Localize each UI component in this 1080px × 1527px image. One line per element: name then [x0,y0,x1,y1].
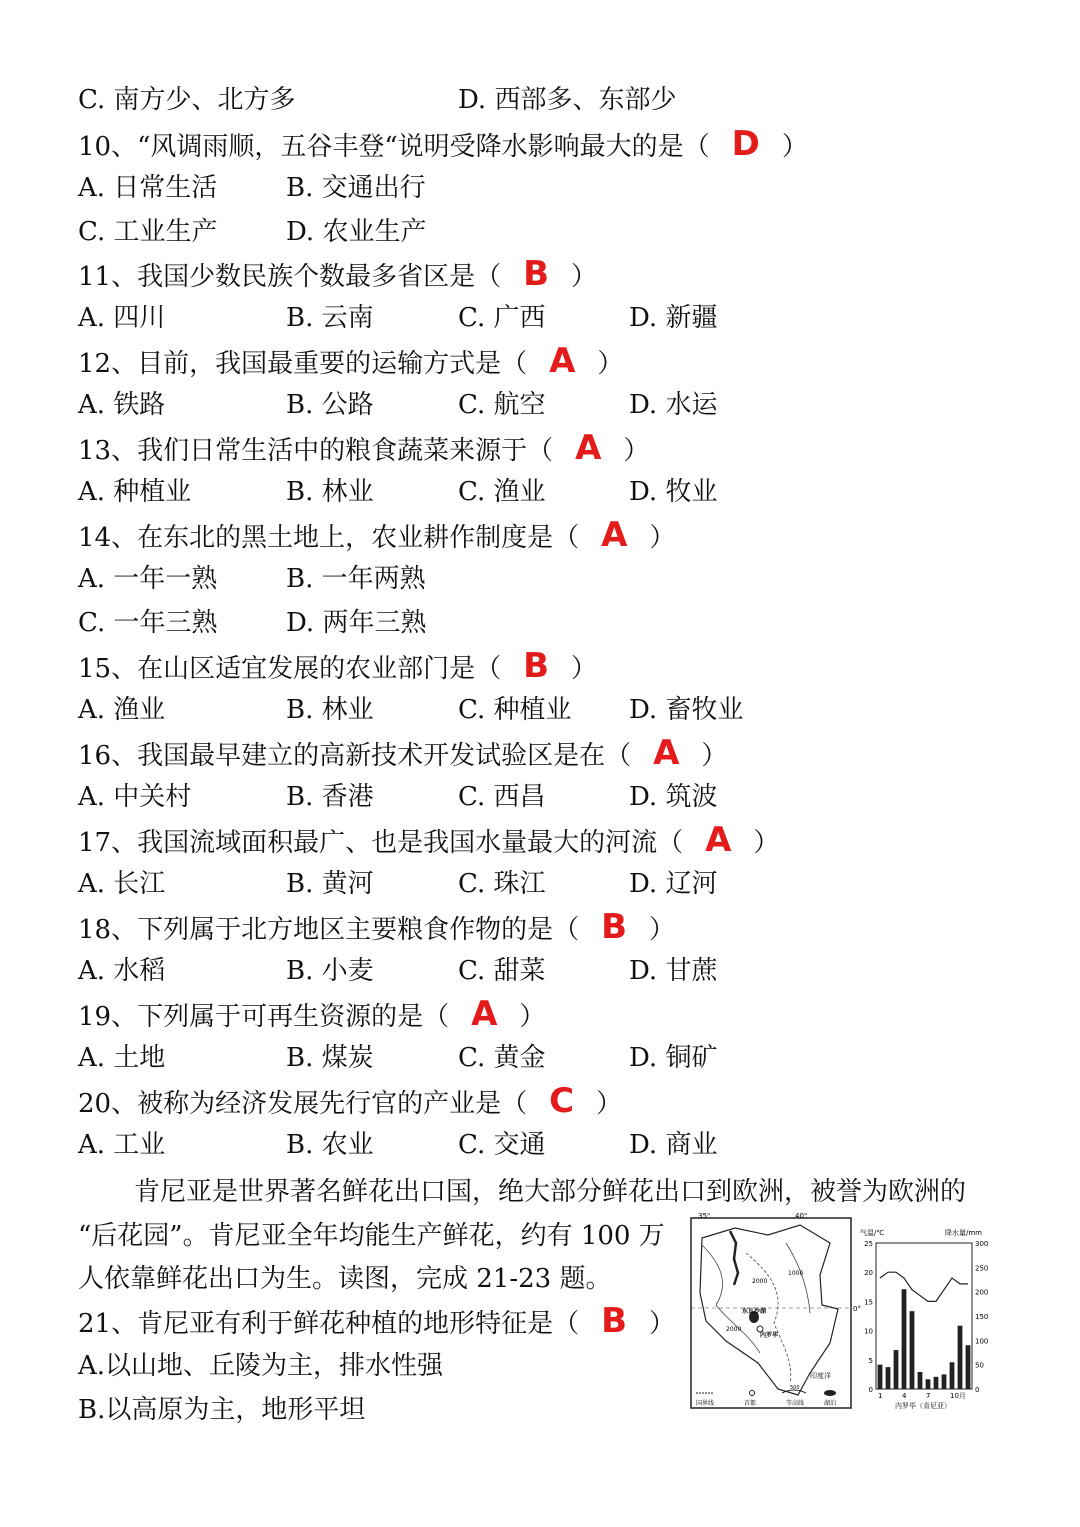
contour-line-east [786,1243,810,1313]
question-21 [78,1301,676,1341]
contour-label-2000-b: 2000 [726,1326,742,1333]
legend-lake-symbol [824,1390,836,1396]
q12-option-c: C. 航空 [458,390,546,420]
q19-option-d: D. 铜矿 [629,1043,718,1073]
contour-label-1000: 1000 [788,1270,804,1277]
precip-tick: 300 [975,1240,989,1248]
q14-option-d: D. 两年三熟 [286,608,427,638]
q14-option-a: A. 一年一熟 [78,564,218,594]
question-stem: 17、我国流域面积最广、也是我国水量最大的河流（ [78,828,684,858]
question-10 [78,124,808,164]
question-stem: 15、在山区适宜发展的农业部门是（ [78,654,502,684]
q16-option-d: D. 筑波 [629,782,718,812]
q19-option-c: C. 黄金 [458,1043,546,1073]
precip-bar-3 [894,1350,899,1389]
q19-option-b: B. 煤炭 [286,1043,374,1073]
question-stem: 10、“风调雨顺，五谷丰登“说明受降水影响最大的是（ [78,132,710,162]
q15-option-d: D. 畜牧业 [629,695,744,725]
question-18 [78,907,676,947]
precip-tick: 250 [975,1264,989,1273]
place-naivasha: 东瓦沙湖 [742,1308,767,1315]
q15-option-c: C. 种植业 [458,695,572,725]
question-stem: 12、目前，我国最重要的运输方式是（ [78,349,528,379]
q12-option-a: A. 铁路 [78,390,166,420]
climate-caption: 内罗毕（肯尼亚） [895,1402,951,1410]
legend-capital-symbol [750,1391,755,1396]
answer-mark: B [523,646,550,686]
precip-tick: 50 [975,1361,984,1370]
precip-bar-6 [918,1372,923,1389]
q13-option-c: C. 渔业 [458,477,546,507]
answer-mark: B [523,254,550,294]
answer-mark: A [575,428,602,468]
question-stem: 16、我国最早建立的高新技术开发试验区是在（ [78,741,632,771]
question-close: ） [623,436,650,466]
option-d-prev: D. 西部多、东部少 [458,85,677,115]
lat-label: 0° [853,1305,861,1313]
question-stem: 14、在东北的黑土地上，农业耕作制度是（ [78,523,580,553]
q10-option-d: D. 农业生产 [286,217,427,247]
q17-option-b: B. 黄河 [286,869,374,899]
question-close: ） [596,1089,623,1119]
precip-bar-9 [942,1374,947,1389]
q10-option-a: A. 日常生活 [78,173,218,203]
month-tick: 10月 [950,1392,966,1400]
question-stem: 13、我们日常生活中的粮食蔬菜来源于（ [78,436,554,466]
legend-contour: 等高线 [786,1400,805,1407]
question-16 [78,733,728,773]
legend-contour-value: 500 [790,1385,800,1391]
month-tick: 7 [926,1392,931,1400]
answer-mark: C [549,1081,575,1121]
month-tick: 4 [902,1392,907,1400]
answer-mark: A [471,994,498,1034]
temp-tick: 25 [864,1240,873,1248]
q11-option-a: A. 四川 [78,303,166,333]
q16-option-b: B. 香港 [286,782,374,812]
question-close: ） [597,349,624,379]
answer-mark: A [549,341,576,381]
legend-border: 国界线 [696,1400,715,1407]
precip-bar-8 [934,1377,939,1389]
q20-option-d: D. 商业 [629,1130,718,1160]
q10-option-c: C. 工业生产 [78,217,218,247]
question-stem: 21、肯尼亚有利于鲜花种植的地形特征是（ [78,1309,580,1339]
precip-bar-7 [926,1379,931,1389]
question-close: ） [571,654,598,684]
q12-option-b: B. 公路 [286,390,374,420]
question-close: ） [649,523,676,553]
legend-capital: 首都 [744,1400,757,1407]
question-19 [78,994,546,1034]
precip-bar-10 [950,1362,955,1389]
q15-option-b: B. 林业 [286,695,374,725]
temp-axis-title: 气温/℃ [860,1229,885,1237]
q14-option-c: C. 一年三熟 [78,608,218,638]
question-close: ） [701,741,728,771]
q17-option-c: C. 珠江 [458,869,546,899]
answer-mark: A [653,733,680,773]
passage-line-1: 肯尼亚是世界著名鲜花出口国，绝大部分鲜花出口到欧洲，被誉为欧洲的 [134,1177,967,1207]
q21-option-a: A.以山地、丘陵为主，排水性强 [78,1351,444,1381]
precip-bar-5 [910,1311,915,1389]
precip-bar-2 [886,1367,891,1389]
q11-option-d: D. 新疆 [629,303,718,333]
passage-line-2: “后花园”。肯尼亚全年均能生产鲜花，约有 100 万 [78,1221,665,1251]
question-close: ） [781,132,808,162]
q17-option-d: D. 辽河 [629,869,718,899]
q14-option-b: B. 一年两熟 [286,564,426,594]
precip-tick: 200 [975,1288,989,1297]
question-stem: 11、我国少数民族个数最多省区是（ [78,262,502,292]
precip-bar-11 [958,1326,963,1389]
q11-option-b: B. 云南 [286,303,374,333]
q13-option-d: D. 牧业 [629,477,718,507]
legend-lake: 湖泊 [824,1400,837,1407]
question-close: ） [649,915,676,945]
temp-tick: 15 [864,1298,873,1307]
question-20 [78,1081,623,1121]
q13-option-a: A. 种植业 [78,477,192,507]
place-indian-ocean: 印度洋 [810,1372,831,1380]
q16-option-a: A. 中关村 [78,782,192,812]
q12-option-d: D. 水运 [629,390,718,420]
plot-frame [876,1243,972,1389]
temp-tick: 5 [868,1356,873,1365]
q18-option-b: B. 小麦 [286,956,374,986]
question-close: ） [649,1309,676,1339]
precip-tick: 100 [975,1337,989,1346]
precip-tick: 150 [975,1313,989,1321]
q21-option-b: B.以高原为主，地形平坦 [78,1395,366,1425]
answer-mark: B [601,907,628,947]
contour-label-2000-a: 2000 [752,1278,768,1285]
q11-option-c: C. 广西 [458,303,546,333]
question-15 [78,646,598,686]
precip-bar-1 [878,1365,883,1389]
lon-label-35: 35° [698,1213,711,1220]
question-14 [78,515,676,555]
precip-axis-title: 降水量/mm [945,1229,982,1237]
temp-tick: 0 [868,1386,873,1394]
q20-option-a: A. 工业 [78,1130,166,1160]
q20-option-c: C. 交通 [458,1130,546,1160]
question-close: ） [571,262,598,292]
lake-turkana [730,1231,738,1285]
q18-option-c: C. 甜菜 [458,956,546,986]
kenya-figure [690,1213,1000,1413]
question-stem: 18、下列属于北方地区主要粮食作物的是（ [78,915,580,945]
lon-label-40: 40° [795,1213,808,1220]
question-11 [78,254,598,294]
q19-option-a: A. 土地 [78,1043,166,1073]
question-17 [78,820,780,860]
q16-option-c: C. 西昌 [458,782,546,812]
q10-option-b: B. 交通出行 [286,173,426,203]
question-12 [78,341,624,381]
answer-mark: A [705,820,732,860]
climate-chart [860,1228,988,1410]
answer-mark: A [601,515,628,555]
q13-option-b: B. 林业 [286,477,374,507]
precip-tick: 0 [975,1386,980,1394]
q15-option-a: A. 渔业 [78,695,166,725]
place-nairobi: 内罗毕 [760,1332,779,1339]
question-close: ） [519,1002,546,1032]
precip-bar-4 [902,1289,907,1389]
q18-option-a: A. 水稻 [78,956,166,986]
passage-line-3: 人依靠鲜花出口为生。读图，完成 21-23 题。 [78,1264,612,1294]
contour-line [702,1245,760,1353]
figure-svg [690,1213,1000,1413]
temp-tick: 20 [864,1269,873,1278]
question-stem: 19、下列属于可再生资源的是（ [78,1002,450,1032]
temp-tick: 10 [864,1327,873,1336]
answer-mark: D [731,124,760,164]
question-stem: 20、被称为经济发展先行官的产业是（ [78,1089,528,1119]
question-13 [78,428,650,468]
q20-option-b: B. 农业 [286,1130,374,1160]
answer-mark: B [601,1301,628,1341]
option-c-prev: C. 南方少、北方多 [78,85,296,115]
temperature-line [880,1272,968,1301]
q17-option-a: A. 长江 [78,869,166,899]
month-tick: 1 [878,1392,883,1400]
q18-option-d: D. 甘蔗 [629,956,718,986]
precip-bar-12 [966,1345,971,1389]
question-close: ） [753,828,780,858]
